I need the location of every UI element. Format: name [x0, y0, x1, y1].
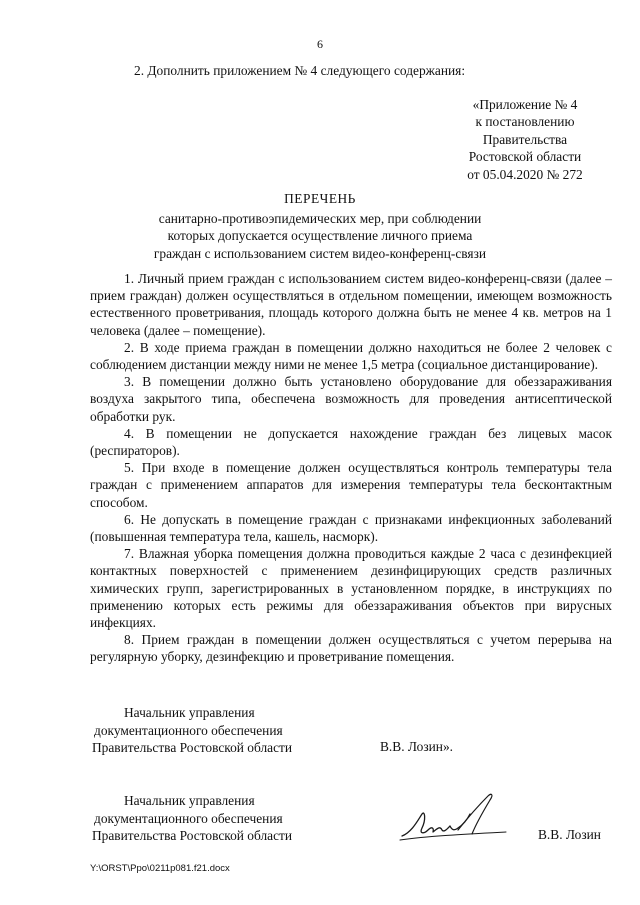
file-path-footer: Y:\ORST\Ppo\0211p081.f21.docx: [90, 863, 230, 874]
signatory-position-line: Начальник управления: [124, 705, 255, 720]
document-title: ПЕРЕЧЕНЬ: [284, 191, 356, 206]
signatory-name-main: В.В. Лозин: [538, 827, 601, 842]
measure-item-6: 6. Не допускать в помещение граждан с признаками инфекционных заболеваний (повышенная температура тела, кашель, насморк).: [90, 511, 612, 545]
measure-item-8: 8. Прием граждан в помещении должен осуществляться с учетом перерыва на регулярную уборку, дезинфекцию и проветривание помещения.: [90, 632, 612, 665]
signatory-position-line: документационного обеспечения: [94, 810, 283, 826]
appendix-header-line: Ростовской области: [468, 149, 582, 165]
measure-item-4: 4. В помещении не допускается нахождение граждан без лицевых масок (респираторов).: [90, 425, 612, 459]
measures-list: [90, 270, 612, 666]
signature-block-main: [92, 792, 292, 845]
appendix-header-line: Правительства: [482, 131, 568, 147]
appendix-header-line: от 05.04.2020 № 272: [467, 166, 583, 182]
subtitle-line: граждан с использованием систем видео-конференц-связи: [153, 245, 487, 261]
handwritten-signature: [398, 790, 510, 852]
appendix-header-line: «Приложение № 4: [472, 97, 578, 112]
measure-item-2: 2. В ходе приема граждан в помещении должно находиться не более 2 человек с соблюдением дистанции между ними не менее 1,5 метра (социальное дистанцирование).: [90, 339, 612, 373]
signatory-name-appendix: В.В. Лозин».: [380, 739, 454, 754]
subtitle-line: санитарно-противоэпидемических мер, при соблюдении: [158, 211, 482, 226]
signatory-position-line: Правительства Ростовской области: [92, 740, 293, 756]
intro-paragraph: 2. Дополнить приложением № 4 следующего содержания:: [134, 63, 466, 78]
document-subtitle: [0, 210, 640, 262]
appendix-header: [430, 96, 620, 183]
signatory-position-line: документационного обеспечения: [94, 722, 283, 738]
measure-item-5: 5. При входе в помещение должен осуществляться контроль температуры тела граждан с применением аппаратов для измерения температуры тела бесконтактным способом.: [90, 460, 612, 510]
page-number: 6: [317, 37, 323, 51]
appendix-header-line: к постановлению: [475, 114, 575, 130]
signature-block-appendix: [92, 704, 292, 757]
signatory-position-line: Правительства Ростовской области: [92, 828, 293, 844]
measure-item-1: 1. Личный прием граждан с использованием систем видео-конференц-связи (далее – прием граждан) должен осуществляться в отдельном помещении, имеющем возможность естественного проветривания, площадь которого должна быть не менее 4 кв. метров на 1 человека (далее – помещение).: [90, 271, 612, 338]
measure-item-7: 7. Влажная уборка помещения должна проводиться каждые 2 часа с дезинфекцией контактных поверхностей с применением дезинфицирующих средств различных химических групп, зарегистрированных в установленном порядке, в инструкциях по применению которых есть режимы для обеззараживания объектов при вирусных инфекциях.: [90, 546, 612, 631]
measure-item-3: 3. В помещении должно быть установлено оборудование для обеззараживания воздуха закрытого типа, обеспечена возможность для проведения антисептической обработки рук.: [90, 374, 612, 424]
subtitle-line: которых допускается осуществление личного приема: [167, 228, 473, 244]
signatory-position-line: Начальник управления: [124, 793, 255, 808]
